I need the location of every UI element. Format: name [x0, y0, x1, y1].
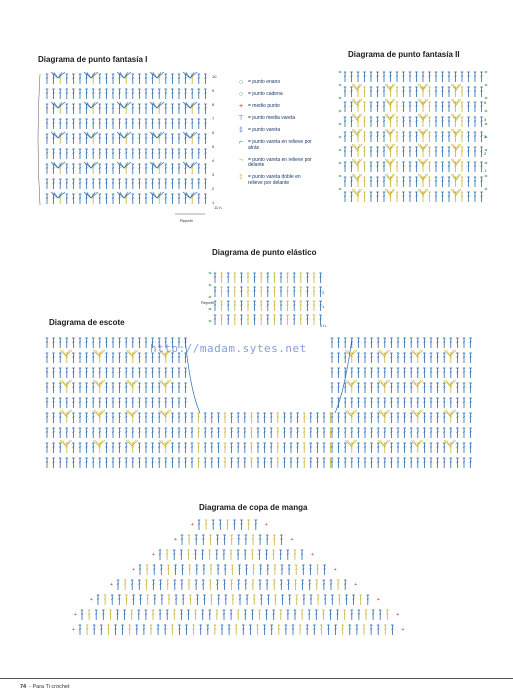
legend-symbol-icon: +: [238, 103, 244, 110]
chain-mark: [339, 123, 341, 125]
fan-mark: [153, 132, 161, 138]
fan-mark: [183, 162, 197, 168]
chain-mark: [339, 188, 341, 190]
fan-mark: [117, 72, 131, 78]
row-number-label: 9: [212, 88, 215, 93]
repeat-bracket: [38, 74, 40, 205]
medio-punto-icon: +: [290, 537, 294, 543]
fan-mark: [117, 102, 131, 108]
escote-title: Diagrama de escote: [49, 318, 125, 327]
chain-mark: [339, 149, 341, 151]
fan-mark: [87, 72, 95, 78]
page-footer: [20, 684, 69, 690]
chain-mark: [339, 97, 341, 99]
legend-symbol-icon: ‡: [239, 174, 243, 181]
fan-mark: [117, 192, 131, 198]
row-number-label: 0 h.: [320, 323, 327, 328]
chain-mark: [339, 71, 341, 73]
row-number-label: 6: [212, 130, 215, 135]
legend-label: = punto enano: [248, 79, 281, 85]
medio-punto-icon: +: [110, 582, 113, 588]
chain-mark: [485, 123, 487, 125]
chain-mark: [339, 175, 341, 177]
page-number: 74: [20, 684, 27, 690]
chain-mark: [485, 162, 487, 164]
fan-mark: [54, 132, 62, 138]
legend-symbol-icon: ¬: [238, 156, 244, 164]
fan-mark: [117, 162, 131, 168]
legend-symbol-icon: ○: [238, 79, 244, 86]
medio-punto-icon: +: [333, 567, 337, 573]
chain-mark: [485, 97, 487, 99]
elastico-title: Diagrama de punto elástico: [212, 248, 317, 257]
chain-mark: [209, 308, 211, 310]
fan-mark: [54, 102, 62, 108]
legend-label: = medio punto: [248, 103, 280, 109]
watermark-url: http://madam.sytes.net: [150, 342, 307, 355]
fan-mark: [153, 192, 161, 198]
chain-mark: [339, 110, 341, 112]
chain-mark: [485, 84, 487, 86]
fan-mark: [186, 132, 194, 138]
legend-label: = punto media vareta: [248, 115, 296, 121]
fan-mark: [87, 162, 95, 168]
medio-punto-icon: +: [401, 627, 405, 633]
medio-punto-icon: +: [311, 552, 315, 558]
fan-mark: [51, 132, 65, 138]
medio-punto-icon: +: [152, 552, 155, 558]
fan-mark: [84, 72, 98, 78]
row-number-label: 8: [212, 102, 215, 107]
fan-mark: [120, 102, 128, 108]
fan-mark: [87, 102, 95, 108]
fan-mark: [150, 132, 164, 138]
row-number-label: 2: [322, 290, 325, 295]
fan-mark: [183, 102, 197, 108]
chain-mark: [209, 296, 211, 298]
fan-mark: [153, 72, 161, 78]
row-number-label: 11 h.: [214, 205, 223, 210]
fan-mark: [54, 162, 62, 168]
medio-punto-icon: +: [174, 537, 177, 543]
chain-mark: [485, 188, 487, 190]
row-number-label: 5: [212, 144, 215, 149]
medio-punto-icon: +: [354, 582, 358, 588]
chain-mark: [209, 272, 211, 274]
fan-mark: [186, 192, 194, 198]
row-number-label: 5: [484, 100, 487, 105]
fan-mark: [87, 132, 95, 138]
fan-mark: [186, 102, 194, 108]
fan-mark: [84, 162, 98, 168]
fan-mark: [150, 102, 164, 108]
footer-rule: [0, 678, 513, 679]
row-number-label: 3: [484, 134, 487, 139]
row-number-label: 4: [484, 117, 487, 122]
fan-mark: [117, 132, 131, 138]
fan-mark: [153, 102, 161, 108]
fantasia-1-title: Diagrama de punto fantasía I: [38, 55, 148, 64]
medio-punto-icon: +: [72, 627, 75, 633]
legend-label: = punto vareta doble en relieve por delante: [248, 174, 301, 186]
fan-mark: [186, 72, 194, 78]
medio-punto-icon: +: [132, 567, 135, 573]
row-number-label: 1: [322, 304, 325, 309]
fan-mark: [120, 192, 128, 198]
fan-mark: [54, 192, 62, 198]
fan-mark: [87, 192, 95, 198]
chain-mark: [339, 162, 341, 164]
legend-label: = punto vareta en relieve por atrás: [248, 139, 312, 151]
fan-mark: [150, 72, 164, 78]
legend-label: = punto vareta en relieve por delante: [248, 156, 312, 169]
medio-punto-icon: +: [90, 597, 93, 603]
legend-symbol-icon: ‡: [239, 127, 243, 134]
fan-mark: [51, 192, 65, 198]
chain-mark: [209, 320, 211, 322]
row-number-label: 2: [484, 151, 487, 156]
fan-mark: [84, 102, 98, 108]
fan-mark: [153, 162, 161, 168]
chain-mark: [485, 71, 487, 73]
legend-symbol-icon: ○: [238, 91, 244, 98]
fan-mark: [183, 132, 197, 138]
row-number-label: Repetir: [201, 300, 214, 305]
row-number-label: 1: [484, 168, 487, 173]
fan-mark: [51, 102, 65, 108]
row-number-label: 3: [212, 172, 215, 177]
chain-mark: [209, 284, 211, 286]
legend-symbol-icon: ⊤: [237, 115, 245, 122]
fan-mark: [120, 72, 128, 78]
legend-label: = punto cadena: [248, 91, 283, 97]
fan-mark: [54, 72, 62, 78]
medio-punto-icon: +: [376, 597, 380, 603]
fan-mark: [183, 72, 197, 78]
row-number-label: 10: [212, 74, 217, 79]
neck-curve: [335, 338, 352, 413]
fan-mark: [150, 162, 164, 168]
medio-punto-icon: +: [74, 612, 77, 618]
fan-mark: [84, 132, 98, 138]
chain-mark: [485, 175, 487, 177]
fan-mark: [186, 162, 194, 168]
row-number-label: 2: [212, 186, 215, 191]
chain-mark: [339, 136, 341, 138]
fan-mark: [120, 162, 128, 168]
fan-mark: [120, 132, 128, 138]
legend-label: = punto vareta: [248, 127, 281, 133]
medio-punto-icon: +: [264, 522, 268, 528]
fan-mark: [51, 72, 65, 78]
fan-mark: [84, 192, 98, 198]
fan-mark: [183, 192, 197, 198]
row-number-label: Repetir: [180, 218, 193, 223]
row-number-label: 1: [212, 200, 215, 205]
row-number-label: 7: [212, 116, 215, 121]
chain-mark: [339, 84, 341, 86]
chain-mark: [485, 110, 487, 112]
fan-mark: [51, 162, 65, 168]
medio-punto-icon: +: [191, 522, 194, 528]
fan-mark: [150, 192, 164, 198]
publication-name: - Para Ti crochet: [29, 684, 70, 690]
row-number-label: 4: [212, 158, 215, 163]
legend-symbol-icon: ⌐: [238, 139, 244, 146]
fantasia-2-title: Diagrama de punto fantasía II: [348, 50, 460, 59]
medio-punto-icon: +: [396, 612, 400, 618]
copa-title: Diagrama de copa de manga: [199, 503, 308, 512]
